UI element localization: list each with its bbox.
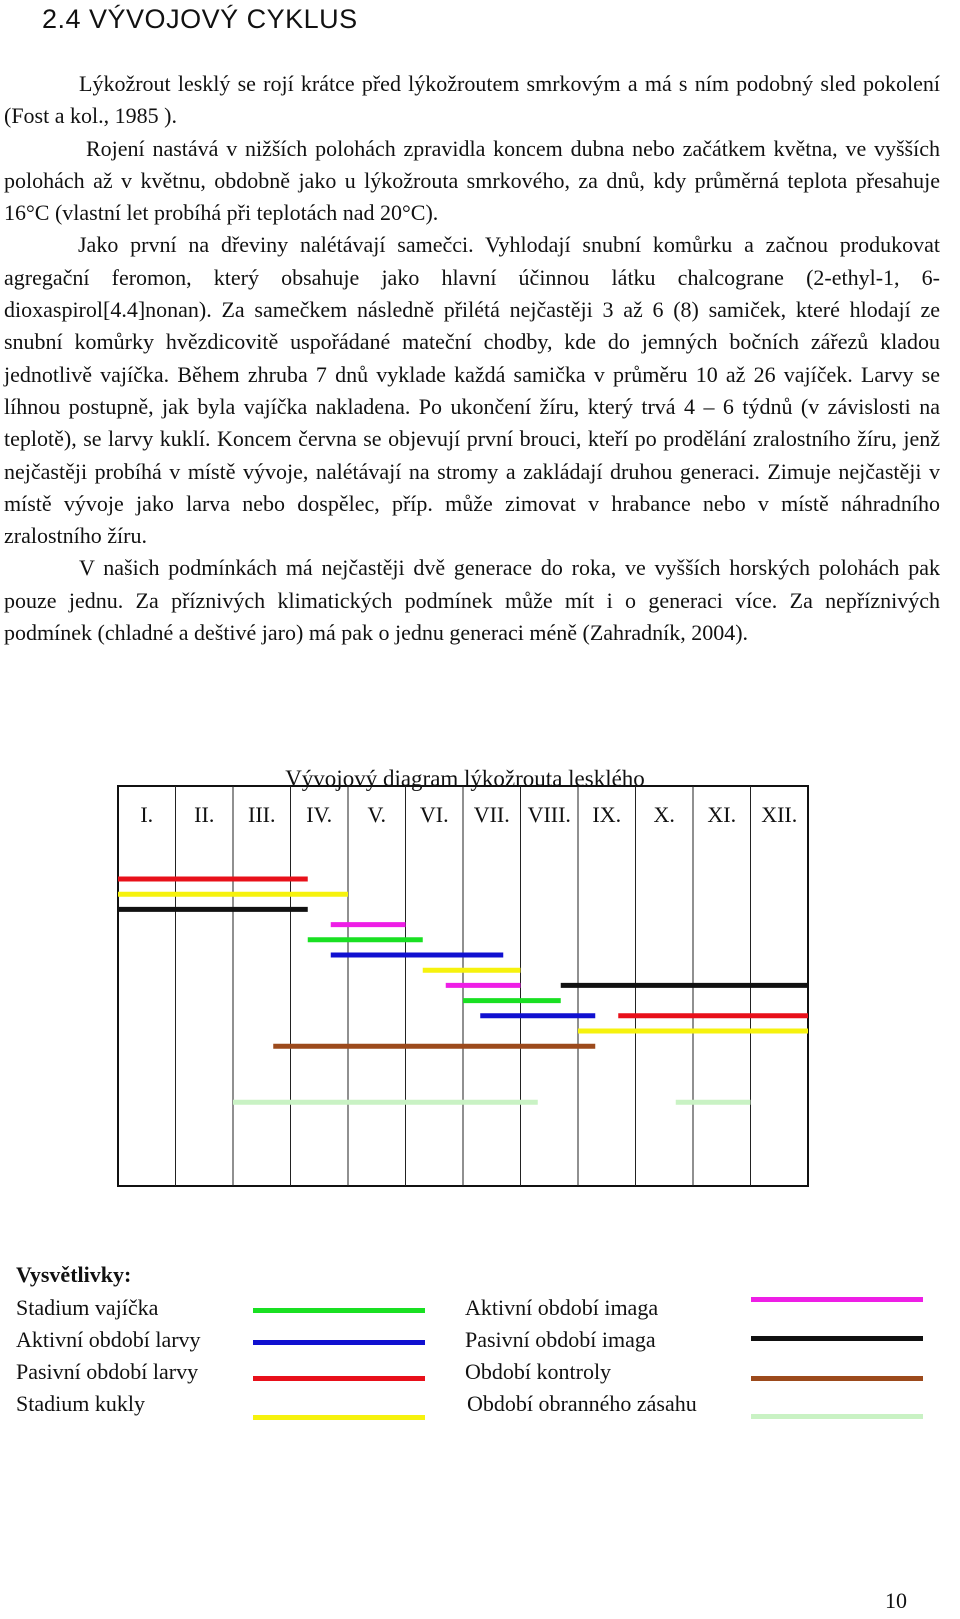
month-label: XI. <box>707 802 737 827</box>
legend-label: Aktivní období larvy <box>16 1327 201 1352</box>
legend-swatch-intervention <box>751 1414 923 1419</box>
section-heading: 2.4 VÝVOJOVÝ CYKLUS <box>42 4 358 34</box>
paragraph-3: Jako první na dřeviny nalétávají samečci. Vyhlodají snubní komůrku a začnou produkovat agregační feromon, který obsahuje jako hlavní účinnou látku chalcograne (2-ethyl-1, 6-dioxaspirol[4.4]nonan). Za samečkem následně přilétá nejčastěji 3 až 6 (8) samiček, které hlodají ze snubní komůrky hvězdicovitě uspořádané mateční chodby, kde do jemných bočních zářezů kladou jednotlivě vajíčka. Během zhruba 7 dnů vyklade každá samička v průměru 10 až 26 vajíček. Larvy se líhnou postupně, jak byla vajíčka nakladena. Po ukončení žíru, který trvá 4 – 6 týdnů (v závislosti na teplotě), se larvy kuklí. Koncem června se objevují první brouci, kteří po prodělání zralostního žíru, jenž nejčastěji probíhá v místě vývoje, nalétávají na stromy a zakládají druhou generaci. Zimuje nejčastěji v místě vývoje jako larva nebo dospělec, příp. může zimovat v hrabance nebo v místě náhradního zralostního žíru. <box>4 232 940 549</box>
legend-swatch-active-larva <box>253 1340 425 1345</box>
month-label: XII. <box>761 802 798 827</box>
month-label: X. <box>653 802 675 827</box>
paragraph-4: V našich podmínkách má nejčastěji dvě generace do roka, ve vyšších horských polohách pak pouze jednu. Za příznivých klimatických podmínek může mít i o generaci více. Za nepříznivých podmínek (chladné a deštivé jaro) má pak o jednu generaci méně (Zahradník, 2004). <box>4 555 940 646</box>
legend-swatch-passive-imago <box>751 1336 923 1341</box>
paragraph-2: Rojení nastává v nižších polohách zpravidla koncem dubna nebo začátkem května, ve vyšších polohách až v květnu, obdobně jako u lýkožrouta smrkového, za dnů, kdy průměrná teplota přesahuje 16°C (vlastní let probíhá při teplotách nad 20°C). <box>4 135 940 226</box>
month-label: IX. <box>592 802 622 827</box>
month-label: III. <box>248 802 276 827</box>
month-label: VII. <box>473 802 510 827</box>
month-label: IV. <box>306 802 333 827</box>
legend-label: Stadium kukly <box>16 1391 145 1416</box>
legend-label: Období obranného zásahu <box>467 1391 697 1416</box>
legend-swatch-egg <box>253 1308 425 1313</box>
page-number: 10 <box>885 1588 907 1613</box>
legend-swatch-control <box>751 1376 923 1381</box>
legend-label: Stadium vajíčka <box>16 1295 159 1320</box>
diagram-title: Vývojový diagram lýkožrouta lesklého <box>285 766 645 791</box>
legend-label: Období kontroly <box>465 1359 612 1384</box>
legend-swatch-active-imago <box>751 1297 923 1302</box>
month-label: VIII. <box>527 802 571 827</box>
month-label: I. <box>140 802 154 827</box>
month-label: II. <box>194 802 215 827</box>
legend-swatch-passive-larva <box>253 1376 425 1381</box>
legend-swatch-pupa <box>253 1415 425 1420</box>
legend-label: Pasivní období imaga <box>465 1327 656 1352</box>
legend-title: Vysvětlivky: <box>16 1262 132 1287</box>
month-label: V. <box>367 802 387 827</box>
legend-label: Aktivní období imaga <box>465 1295 659 1320</box>
month-label: VI. <box>419 802 449 827</box>
paragraph-1: Lýkožrout lesklý se rojí krátce před lýkožroutem smrkovým a má s ním podobný sled pokolení (Fost a kol., 1985 ). <box>4 71 940 129</box>
legend-label: Pasivní období larvy <box>16 1359 199 1384</box>
